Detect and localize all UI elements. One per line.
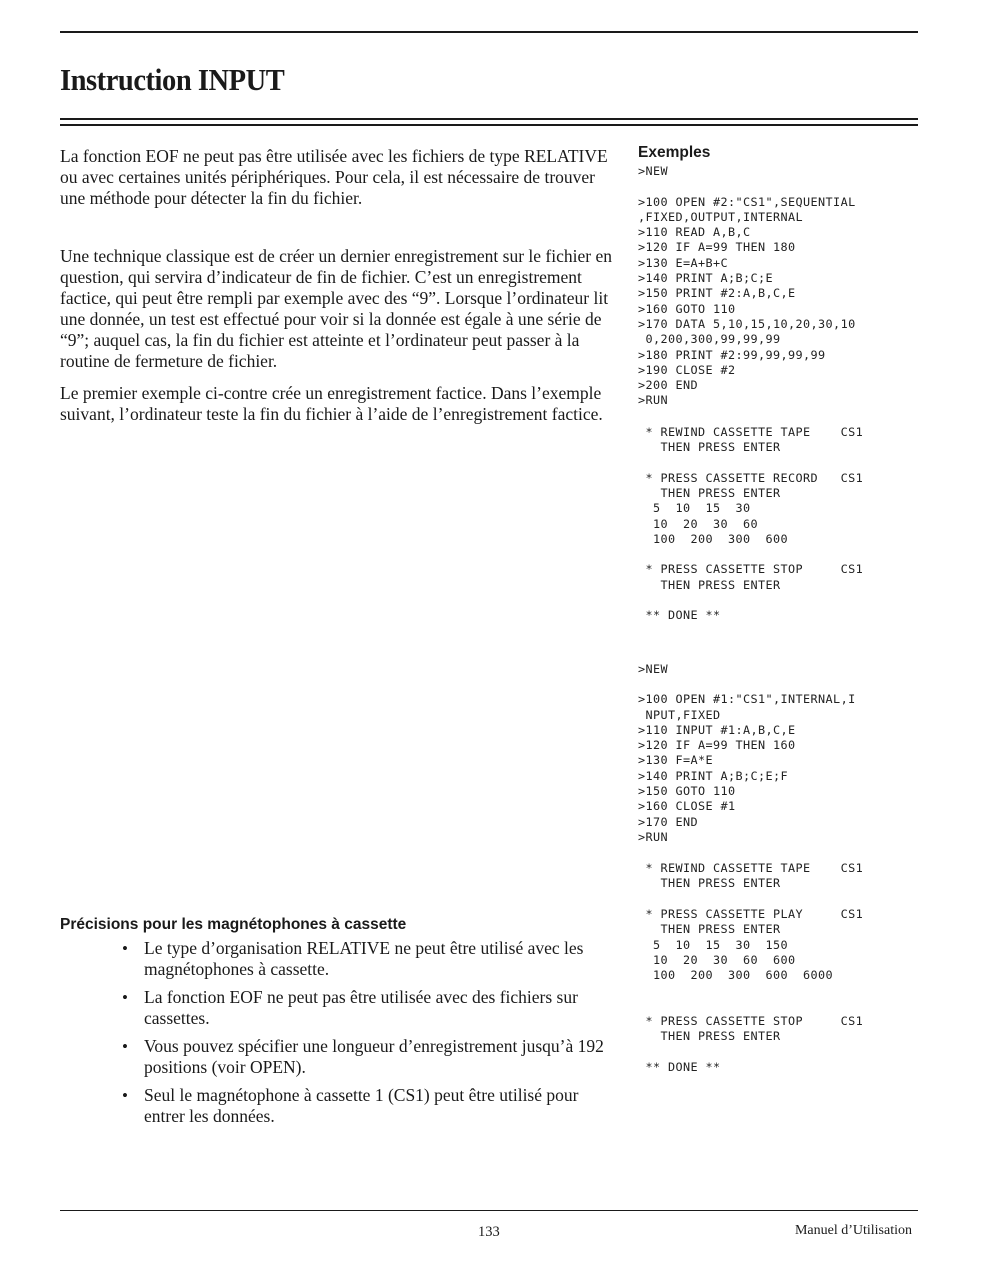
left-column — [60, 146, 620, 425]
list-item-text: Seul le magnétophone à cassette 1 (CS1) peut être utilisé pour entrer les données. — [144, 1085, 579, 1126]
section-heading-cassette: Précisions pour les magnétophones à cassette — [60, 916, 407, 933]
examples-heading: Exemples — [638, 144, 711, 161]
list-item-text: Vous pouvez spécifier une longueur d’enregistrement jusqu’à 192 positions (voir OPEN). — [144, 1036, 604, 1077]
page-title: Instruction INPUT — [60, 62, 285, 97]
list-item-text: Le type d’organisation RELATIVE ne peut être utilisé avec les magnétophones à cassette. — [144, 938, 584, 979]
list-item — [120, 987, 620, 1029]
example1-program-listing: >NEW >100 OPEN #2:"CS1",SEQUENTIAL ,FIXED,OUTPUT,INTERNAL >110 READ A,B,C >120 IF A=99 THEN 180 >130 E=A+B+C >140 PRINT A;B;C;E >150 PRINT #2:A,B,C,E >160 GOTO 110 >170 DATA 5,10,15,10,20,30,10 0,200,300,99,99,99 >180 PRINT #2:99,99,99,99 >190 CLOSE #2 >200 END >RUN — [638, 164, 856, 408]
paragraph-eof: La fonction EOF ne peut pas être utilisée avec les fichiers de type RELATIVE ou avec certaines unités périphériques. Pour cela, il est nécessaire de trouver une méthode pour détecter la fin du fichier. — [60, 146, 608, 208]
examples-column — [638, 144, 928, 1075]
page-number: 133 — [478, 1224, 500, 1240]
example1-run-output: * REWIND CASSETTE TAPE CS1 THEN PRESS ENTER * PRESS CASSETTE RECORD CS1 THEN PRESS ENTER 5 10 15 30 10 20 30 60 100 200 300 600 * PRESS CASSETTE STOP CS1 THEN PRESS ENTER ** DONE ** — [645, 424, 864, 623]
list-item-text: La fonction EOF ne peut pas être utilisée avec des fichiers sur cassettes. — [144, 987, 578, 1028]
bullet-icon: • — [122, 988, 128, 1007]
bullet-icon: • — [122, 1086, 128, 1105]
top-rule — [60, 31, 918, 33]
cassette-notes-list — [120, 938, 620, 1134]
footer-rule — [60, 1210, 918, 1211]
title-rule-double — [60, 124, 918, 126]
list-item — [120, 1036, 620, 1078]
bullet-icon: • — [122, 1037, 128, 1056]
footer-manual-title: Manuel d’Utilisation — [794, 1223, 912, 1238]
paragraph-example-intro: Le premier exemple ci-contre crée un enregistrement factice. Dans l’exemple suivant, l’ordinateur teste la fin du fichier à l’aide de l’enregistrement factice. — [60, 383, 603, 424]
example2-run-output: * REWIND CASSETTE TAPE CS1 THEN PRESS ENTER * PRESS CASSETTE PLAY CS1 THEN PRESS ENTER 5 10 15 30 150 10 20 30 60 600 100 200 300 600 6000 * PRESS CASSETTE STOP CS1 THEN PRESS ENTER ** DONE ** — [645, 861, 864, 1075]
list-item — [120, 938, 620, 980]
bullet-icon: • — [122, 939, 128, 958]
title-rule — [60, 118, 918, 120]
paragraph-technique: Une technique classique est de créer un dernier enregistrement sur le fichier en question, qui servira d’indicateur de fin de fichier. C’est un enregistrement factice, qui peut être rempli par exemple avec des “9”. Lorsque l’ordinateur lit une donnée, un test est effectué pour voir si la donnée est égale à une série de “9”; auquel cas, la fin du fichier est atteinte et l’ordinateur peut passer à la routine de fermeture de fichier. — [60, 246, 612, 371]
example2-program-listing: >NEW >100 OPEN #1:"CS1",INTERNAL,I NPUT,FIXED >110 INPUT #1:A,B,C,E >120 IF A=99 THEN 160 >130 F=A*E >140 PRINT A;B;C;E;F >150 GOTO 110 >160 CLOSE #1 >170 END >RUN — [638, 661, 856, 844]
list-item — [120, 1085, 620, 1127]
